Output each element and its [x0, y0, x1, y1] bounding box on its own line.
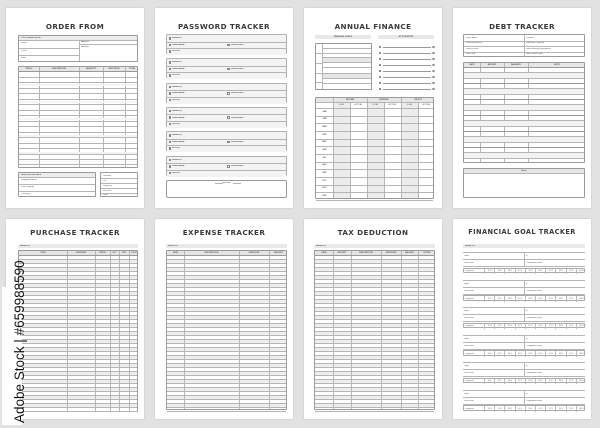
progress-label: Progress: [465, 325, 475, 328]
field-website[interactable]: WEBSITE [172, 134, 182, 137]
month-label: FEB [322, 118, 327, 121]
bullet-icon [379, 88, 381, 90]
field-subtotal[interactable]: Subtotal [103, 174, 112, 177]
progress-step[interactable]: 20 % [494, 324, 504, 330]
progress-step[interactable]: 60 % [535, 379, 545, 385]
goals-box[interactable] [315, 43, 372, 90]
header-date: DATE [469, 64, 475, 66]
field-start-date[interactable]: Start Date: [464, 262, 475, 264]
progress-row [463, 323, 585, 329]
field-password[interactable]: PASSWORD [231, 116, 244, 119]
field-discount[interactable]: Discount [103, 189, 112, 192]
progress-step[interactable]: 50 % [525, 324, 535, 330]
checkbox-icon[interactable] [169, 92, 172, 95]
field-total[interactable]: Total [103, 194, 108, 197]
header-unit-price: UNIT PRICE [108, 68, 120, 70]
sub-actual: ACTUAL [422, 104, 431, 106]
progress-step[interactable]: 80 % [555, 406, 565, 412]
field-goal[interactable]: Goal: [464, 282, 470, 285]
progress-step[interactable]: 90 % [566, 269, 576, 275]
field-password[interactable]: PASSWORD [231, 165, 244, 168]
page-debt-tracker [453, 8, 591, 208]
field-completed-date[interactable]: Completed Date: [526, 317, 543, 319]
shipping-box [18, 172, 96, 197]
bullet-icon [379, 52, 381, 54]
header-description: DESCRIPTION [204, 252, 219, 254]
page-title: PASSWORD TRACKER [178, 22, 270, 31]
field-website[interactable]: WEBSITE [172, 85, 182, 88]
month-label: AUG [322, 164, 327, 167]
field-creditor[interactable]: Creditor [526, 36, 534, 39]
shipping-section-label: SHIPPING DETAILS [21, 173, 42, 176]
progress-step[interactable]: 30 % [504, 351, 514, 357]
field-goal[interactable]: Goal: [464, 310, 470, 312]
field-debt-name[interactable]: Debt Name [466, 36, 478, 39]
monthly-table [315, 97, 434, 199]
password-entry [166, 34, 287, 54]
checkbox-icon[interactable] [227, 165, 230, 168]
field-name[interactable]: Name [21, 42, 27, 44]
goal-entry [463, 389, 585, 413]
checkbox-icon[interactable] [169, 116, 172, 119]
header-cost: COST [131, 252, 137, 254]
month-label: JAN [322, 110, 327, 113]
month-label: MAY [322, 141, 327, 144]
field-email[interactable]: Email [21, 57, 27, 59]
field-start-date[interactable]: Start Date: [464, 289, 475, 292]
field-completed-date[interactable]: Completed Date: [526, 399, 543, 402]
checkbox-icon[interactable] [227, 92, 230, 95]
checkbox-icon[interactable] [227, 116, 230, 119]
progress-step[interactable]: 40 % [515, 379, 525, 385]
header-description: DESCRIPTION [52, 68, 66, 70]
field-username[interactable]: USERNAME [172, 92, 185, 95]
progress-row [463, 350, 585, 356]
month-of-field[interactable]: Month Of: [314, 244, 435, 248]
bullet-icon [379, 76, 381, 78]
goal-entry [463, 279, 585, 303]
month-of-field[interactable]: Month Of: [463, 244, 585, 248]
sub-actual: ACTUAL [388, 104, 397, 106]
progress-step[interactable]: 20 % [494, 351, 504, 357]
header-qty: QTY [112, 252, 117, 254]
field-password[interactable]: PASSWORD [231, 43, 244, 46]
field-tracking[interactable]: Tracking # [21, 193, 32, 195]
field-minimum-payment[interactable]: Minimum Payment [526, 42, 545, 44]
progress-step[interactable]: 60 % [535, 324, 545, 330]
page-password-tracker [155, 8, 293, 208]
checkbox-icon[interactable] [169, 172, 172, 175]
field-completed-date[interactable]: Completed Date: [526, 344, 543, 347]
field-completed-date[interactable]: Completed Date: [526, 262, 543, 264]
field-notes[interactable]: NOTES [172, 74, 180, 77]
progress-label: Progress: [465, 270, 475, 273]
header-item: ITEM # [25, 68, 33, 70]
sub-goal: GOAL [338, 104, 345, 106]
field-goal[interactable]: Goal: [464, 255, 470, 257]
checkbox-icon[interactable] [169, 110, 172, 113]
progress-step[interactable]: 100 % [576, 351, 586, 357]
progress-step[interactable]: 20 % [494, 406, 504, 412]
header-balance: BALANCE [511, 64, 521, 66]
notes-label: NOTES [222, 182, 231, 184]
field-amount[interactable]: $: [526, 337, 528, 340]
field-starting-balance[interactable]: Starting Balance [466, 42, 483, 44]
field-completed-date[interactable]: Completed Date: [526, 289, 543, 292]
stock-watermark [2, 260, 27, 425]
header-note: NOTE [554, 64, 560, 66]
progress-step[interactable]: 70 % [545, 351, 555, 357]
debt-table [463, 62, 585, 163]
field-amount[interactable]: $: [526, 365, 528, 367]
field-goal-payoff-date[interactable]: Goal Payoff Date [526, 53, 543, 55]
page-annual-finance [304, 8, 442, 208]
checkbox-icon[interactable] [432, 46, 435, 49]
notes-label: Notes [521, 170, 527, 172]
page-financial-goal-tracker [453, 219, 591, 419]
checkbox-icon[interactable] [432, 76, 435, 79]
purchase-table [18, 250, 138, 412]
field-password[interactable]: PASSWORD [231, 67, 244, 70]
page-title: DEBT TRACKER [489, 22, 555, 31]
field-start-date[interactable]: Start Date: [464, 372, 475, 374]
field-username[interactable]: USERNAME [172, 140, 185, 143]
month-of-field[interactable]: Month Of: [18, 244, 138, 248]
progress-step[interactable]: 80 % [555, 296, 565, 302]
progress-step[interactable]: 90 % [566, 406, 576, 412]
field-website[interactable]: WEBSITE [172, 110, 182, 113]
progress-step[interactable]: 20 % [494, 296, 504, 302]
progress-step[interactable]: 70 % [545, 296, 555, 302]
password-entry [166, 156, 287, 176]
goal-entry [463, 306, 585, 330]
field-username[interactable]: USERNAME [172, 43, 185, 46]
month-label: OCT [322, 179, 327, 182]
checkbox-icon[interactable] [169, 141, 172, 144]
header-total: TOTAL [128, 68, 136, 70]
header-description: DESCRIPTION [359, 252, 373, 254]
progress-label: Progress: [465, 297, 475, 300]
field-notes[interactable]: NOTES [81, 45, 89, 48]
field-goal[interactable]: Goal: [464, 337, 470, 340]
progress-step[interactable]: 80 % [555, 324, 565, 330]
progress-step[interactable]: 70 % [545, 269, 555, 275]
field-goal[interactable]: Goal: [464, 365, 470, 367]
action-step[interactable] [379, 87, 435, 91]
progress-step[interactable]: 100 % [576, 406, 586, 412]
checkbox-icon[interactable] [169, 44, 172, 47]
checkbox-icon[interactable] [432, 88, 435, 91]
field-interest-rate[interactable]: Interest Rate [466, 47, 479, 50]
progress-row [463, 268, 585, 274]
progress-step[interactable]: 10 % [484, 351, 494, 357]
field-website[interactable]: WEBSITE [172, 61, 182, 64]
bullet-icon [379, 58, 381, 60]
checkbox-icon[interactable] [169, 50, 172, 53]
progress-step[interactable]: 30 % [504, 269, 514, 275]
progress-step[interactable]: 20 % [494, 269, 504, 275]
progress-step[interactable]: 40 % [515, 351, 525, 357]
field-start-date[interactable]: Start Date: [464, 317, 475, 319]
progress-label: Progress: [465, 380, 475, 383]
field-start-date[interactable]: Start Date: [464, 399, 475, 402]
field-notes[interactable]: NOTES [172, 123, 180, 126]
expense-table [166, 250, 287, 410]
tax-table [314, 250, 435, 410]
checkbox-icon[interactable] [169, 159, 172, 162]
header-notes: NOTES [423, 252, 431, 254]
checkbox-icon[interactable] [169, 37, 172, 40]
month-label: DEC [322, 195, 327, 198]
progress-step[interactable]: 60 % [535, 351, 545, 357]
progress-step[interactable]: 50 % [525, 269, 535, 275]
header-category: CATEGORY [248, 252, 260, 254]
checkbox-icon[interactable] [432, 70, 435, 73]
progress-step[interactable]: 100 % [576, 324, 586, 330]
field-completed-date[interactable]: Completed Date: [526, 372, 543, 374]
progress-row [463, 295, 585, 301]
checkbox-icon[interactable] [169, 165, 172, 168]
field-username[interactable]: USERNAME [172, 165, 185, 168]
checkbox-icon[interactable] [169, 147, 172, 150]
sub-goal: GOAL [406, 104, 413, 106]
header-tax: TAX [122, 252, 126, 254]
header-item: ITEM [40, 252, 46, 254]
checkbox-icon[interactable] [169, 68, 172, 71]
customer-box [18, 35, 138, 62]
progress-step[interactable]: 50 % [525, 351, 535, 357]
field-shipping[interactable]: Shipping [103, 184, 112, 187]
field-address[interactable]: Address [81, 41, 90, 43]
checkbox-icon[interactable] [227, 141, 230, 144]
field-amount[interactable]: $: [526, 310, 528, 312]
progress-step[interactable]: 40 % [515, 269, 525, 275]
checkbox-icon[interactable] [169, 99, 172, 102]
header-quantity: QUANTITY [85, 68, 97, 70]
totals-box [100, 172, 138, 197]
progress-step[interactable]: 30 % [504, 406, 514, 412]
month-of-field[interactable]: Month Of: [166, 244, 287, 248]
field-notes[interactable]: NOTES [172, 147, 180, 150]
field-username[interactable]: USERNAME [172, 116, 185, 119]
checkbox-icon[interactable] [169, 61, 172, 64]
progress-step[interactable]: 70 % [545, 379, 555, 385]
page-expense-tracker [155, 219, 293, 419]
header-amount: AMOUNT [274, 252, 283, 254]
checkbox-icon[interactable] [432, 82, 435, 85]
header-date: DATE [321, 252, 327, 254]
progress-step[interactable]: 60 % [535, 406, 545, 412]
action-steps-header: ACTION STEPS [398, 36, 414, 38]
field-goal-monthly-repayment[interactable]: Goal Monthly Repayment [526, 47, 551, 50]
debt-notes-box[interactable] [463, 168, 585, 198]
checkbox-icon[interactable] [169, 86, 172, 89]
progress-label: Progress: [465, 352, 475, 355]
progress-step[interactable]: 20 % [494, 379, 504, 385]
goal-entry [463, 334, 585, 358]
action-step[interactable] [379, 75, 435, 79]
field-phone[interactable]: Phone [21, 49, 28, 52]
field-amount[interactable]: $: [526, 392, 528, 395]
progress-step[interactable]: 40 % [515, 406, 525, 412]
action-step[interactable] [379, 81, 435, 85]
checkbox-icon[interactable] [169, 123, 172, 126]
progress-row [463, 378, 585, 384]
progress-step[interactable]: 100 % [576, 269, 586, 275]
checkbox-icon[interactable] [432, 52, 435, 55]
bullet-icon [379, 70, 381, 72]
month-label: NOV [322, 187, 327, 190]
progress-step[interactable]: 90 % [566, 351, 576, 357]
page-title: PURCHASE TRACKER [30, 228, 120, 237]
progress-step[interactable]: 10 % [484, 406, 494, 412]
header-expense: EXPENSE [379, 99, 389, 101]
progress-step[interactable]: 50 % [525, 406, 535, 412]
progress-step[interactable]: 70 % [545, 324, 555, 330]
progress-step[interactable]: 40 % [515, 296, 525, 302]
month-label: MAR [322, 126, 327, 129]
field-notes[interactable]: NOTES [172, 171, 180, 174]
progress-step[interactable]: 50 % [525, 296, 535, 302]
header-profit: PROFIT [414, 99, 422, 101]
month-label: JUL [322, 156, 327, 159]
bullet-icon [379, 82, 381, 84]
debt-info-box [463, 34, 585, 57]
field-website[interactable]: WEBSITE [172, 158, 182, 161]
password-entry [166, 107, 287, 127]
watermark-text: Adobe Stock | #659988590 [12, 260, 27, 423]
field-amount[interactable]: $: [526, 282, 528, 285]
goal-entry [463, 361, 585, 385]
progress-step[interactable]: 30 % [504, 379, 514, 385]
field-due-date[interactable]: Due Date [466, 53, 476, 55]
customer-section-label: CUSTOMER FROM [21, 36, 41, 39]
notes-box[interactable] [166, 180, 287, 198]
action-step[interactable] [379, 45, 435, 49]
goal-entry [463, 251, 585, 275]
field-tax[interactable]: Tax [103, 179, 107, 182]
progress-step[interactable]: 90 % [566, 296, 576, 302]
progress-row [463, 405, 585, 411]
sub-goal: GOAL [372, 104, 379, 106]
progress-step[interactable]: 10 % [484, 379, 494, 385]
field-website[interactable]: WEBSITE [172, 37, 182, 40]
header-date: DATE [172, 252, 179, 254]
progress-step[interactable]: 70 % [545, 406, 555, 412]
field-date-shipped[interactable]: Date Shipped [21, 186, 35, 188]
progress-step[interactable]: 40 % [515, 324, 525, 330]
page-title: ANNUAL FINANCE [334, 22, 412, 31]
page-title: EXPENSE TRACKER [182, 228, 266, 237]
page-order-form [6, 8, 144, 208]
password-entry [166, 83, 287, 103]
field-shipping-method[interactable]: Shipping Method [21, 179, 38, 181]
progress-step[interactable]: 80 % [555, 379, 565, 385]
field-start-date[interactable]: Start Date: [464, 344, 475, 347]
header-amount: AMOUNT [405, 252, 414, 254]
progress-step[interactable]: 10 % [484, 269, 494, 275]
progress-step[interactable]: 90 % [566, 379, 576, 385]
progress-step[interactable]: 100 % [576, 296, 586, 302]
month-label: APR [322, 133, 327, 136]
sub-actual: ACTUAL [354, 104, 363, 106]
page-title: ORDER FROM [45, 22, 105, 31]
page-title: TAX DEDUCTION [337, 228, 409, 237]
action-step[interactable] [379, 51, 435, 55]
field-username[interactable]: USERNAME [172, 67, 185, 70]
checkbox-icon[interactable] [169, 134, 172, 137]
page-title: FINANCIAL GOAL TRACKER [468, 228, 576, 236]
action-step[interactable] [379, 63, 435, 67]
financial-goals-header: FINANCIAL GOALS [333, 36, 353, 38]
month-label: SEP [322, 172, 327, 175]
header-receipt: RECEIPT [337, 252, 347, 254]
header-category: CATEGORY [385, 252, 397, 254]
header-amount: AMOUNT [487, 64, 497, 66]
action-step[interactable] [379, 69, 435, 73]
header-income: INCOME [346, 99, 354, 101]
checkbox-icon[interactable] [432, 64, 435, 67]
progress-step[interactable]: 10 % [484, 324, 494, 330]
password-entry [166, 58, 287, 78]
header-supplier: SUPPLIER [75, 252, 86, 254]
checkbox-icon[interactable] [227, 68, 230, 71]
field-password[interactable]: PASSWORD [231, 92, 244, 95]
progress-step[interactable]: 80 % [555, 351, 565, 357]
progress-step[interactable]: 90 % [566, 324, 576, 330]
field-notes[interactable]: NOTES [172, 50, 180, 53]
field-goal[interactable]: Goal: [464, 392, 470, 395]
checkbox-icon[interactable] [169, 74, 172, 77]
progress-step[interactable]: 100 % [576, 379, 586, 385]
progress-step[interactable]: 30 % [504, 324, 514, 330]
bullet-icon [379, 64, 381, 66]
action-step[interactable] [379, 57, 435, 61]
month-label: JUN [322, 149, 327, 152]
checkbox-icon[interactable] [432, 58, 435, 61]
progress-step[interactable]: 60 % [535, 269, 545, 275]
progress-step[interactable]: 50 % [525, 379, 535, 385]
bullet-icon [379, 46, 381, 48]
field-password[interactable]: PASSWORD [231, 140, 244, 143]
progress-step[interactable]: 80 % [555, 269, 565, 275]
field-amount[interactable]: $: [526, 255, 528, 257]
progress-step[interactable]: 30 % [504, 296, 514, 302]
password-entry [166, 131, 287, 151]
field-notes[interactable]: NOTES [172, 98, 180, 101]
progress-step[interactable]: 10 % [484, 296, 494, 302]
items-table [18, 66, 138, 168]
progress-label: Progress: [465, 407, 475, 410]
progress-step[interactable]: 60 % [535, 296, 545, 302]
header-price: PRICE [99, 252, 106, 254]
page-tax-deduction [304, 219, 442, 419]
checkbox-icon[interactable] [227, 44, 230, 47]
